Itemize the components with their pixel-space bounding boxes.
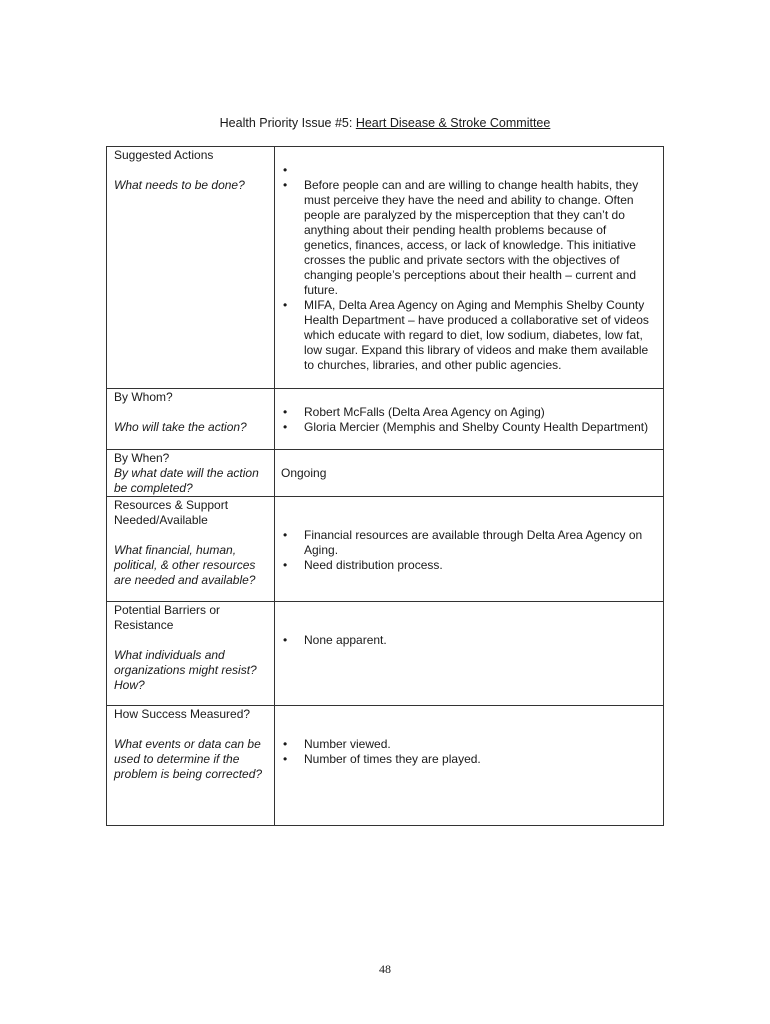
row-content-cell xyxy=(275,147,664,389)
row-label: By Whom? xyxy=(114,390,173,404)
page-title xyxy=(0,116,770,130)
row-question: Who will take the action? xyxy=(114,420,247,434)
row-label-cell xyxy=(107,497,275,602)
bullet-list xyxy=(281,737,655,767)
row-label: By When? xyxy=(114,451,170,465)
table-row xyxy=(107,389,664,450)
bullet-list xyxy=(281,163,655,373)
table-row xyxy=(107,602,664,706)
row-label-cell xyxy=(107,450,275,497)
row-label-cell xyxy=(107,706,275,826)
row-question: What needs to be done? xyxy=(114,178,245,192)
row-question: What financial, human, political, & other resources are needed and available? xyxy=(114,543,256,587)
row-content-cell xyxy=(275,450,664,497)
list-item: • Financial resources are available through Delta Area Agency on Aging. xyxy=(281,528,655,558)
list-item: • MIFA, Delta Area Agency on Aging and Memphis Shelby County Health Department – have produced a collaborative set of videos which educate with regard to diet, low sodium, diabetes, low fat, low sugar. Expand this library of videos and make them available to churches, libraries, and other public agencies. xyxy=(281,298,655,373)
row-content-cell xyxy=(275,706,664,826)
committee-name: Heart Disease & Stroke Committee xyxy=(355,116,551,130)
row-label-cell xyxy=(107,389,275,450)
list-item: • Need distribution process. xyxy=(281,558,655,573)
table-row xyxy=(107,147,664,389)
bullet-list xyxy=(281,528,655,573)
action-plan-table xyxy=(106,146,664,826)
page-number: 48 xyxy=(379,962,391,976)
list-item: • Before people can and are willing to change health habits, they must perceive they have the need and ability to change. Often people are paralyzed by the misperception that they can’t do anything about their pending health problems because of genetics, finances, access, or lack of knowledge. This initiative crosses the public and private sectors with the objectives of changing people’s perceptions about their health – current and future. xyxy=(281,178,655,298)
list-item: • None apparent. xyxy=(281,633,655,648)
row-question: By what date will the action be completed? xyxy=(114,466,259,495)
row-content-cell xyxy=(275,602,664,706)
bullet-list xyxy=(281,405,655,435)
row-question: What individuals and organizations might resist? How? xyxy=(114,648,257,692)
row-content-cell xyxy=(275,497,664,602)
row-question: What events or data can be used to determine if the problem is being corrected? xyxy=(114,737,263,781)
list-item: • Number of times they are played. xyxy=(281,752,655,767)
table-row xyxy=(107,450,664,497)
bullet-list xyxy=(281,633,655,648)
row-label-cell xyxy=(107,147,275,389)
row-label: Suggested Actions xyxy=(114,148,214,162)
table-row xyxy=(107,706,664,826)
row-label-cell xyxy=(107,602,275,706)
list-item: • Robert McFalls (Delta Area Agency on Aging) xyxy=(281,405,655,420)
row-label: How Success Measured? xyxy=(114,707,251,721)
title-prefix: Health Priority Issue #5: xyxy=(219,116,356,130)
list-item: • Number viewed. xyxy=(281,737,655,752)
row-label: Resources & Support Needed/Available xyxy=(114,498,229,527)
row-content-cell xyxy=(275,389,664,450)
table-row xyxy=(107,497,664,602)
row-value: Ongoing xyxy=(281,466,327,480)
row-label: Potential Barriers or Resistance xyxy=(114,603,221,632)
list-item: • Gloria Mercier (Memphis and Shelby County Health Department) xyxy=(281,420,655,435)
list-item xyxy=(281,163,655,178)
